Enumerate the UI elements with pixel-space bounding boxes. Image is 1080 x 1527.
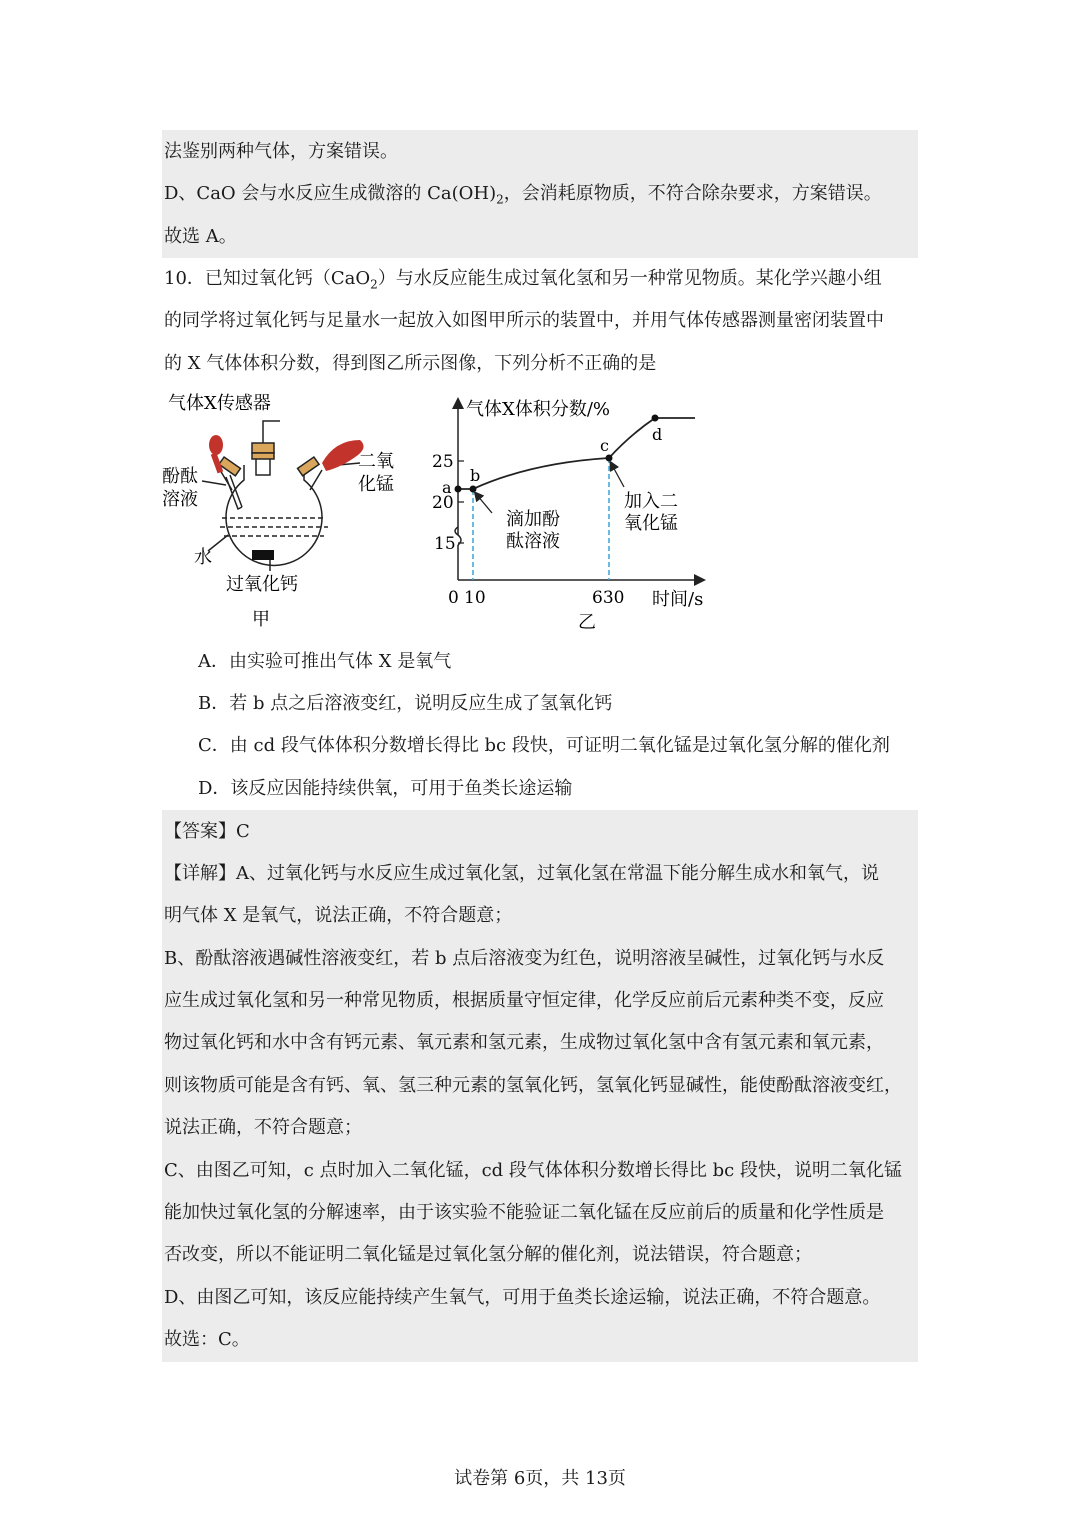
option-c: C．由 cd 段气体体积分数增长得比 bc 段快，可证明二氧化锰是过氧化氢分解的催化剂: [198, 735, 890, 756]
question-line-2: 的同学将过氧化钙与足量水一起放入如图甲所示的装置中，并用气体传感器测量密闭装置中: [164, 310, 884, 331]
point-c: [606, 455, 613, 462]
option-b: B．若 b 点之后溶液变红，说明反应生成了氢氧化钙: [198, 693, 613, 714]
annotation-b-2: 酞溶液: [506, 531, 560, 552]
figure-yi-caption: 乙: [578, 612, 596, 633]
explanation-line-2: 明气体 X 是氧气，说法正确，不符合题意；: [164, 905, 513, 926]
explanation-line-9: 能加快过氧化氢的分解速率，由于该实验不能验证二氧化锰在反应前后的质量和化学性质是: [164, 1202, 884, 1223]
explanation-line-8: C、由图乙可知，c 点时加入二氧化锰，cd 段气体体积分数增长得比 bc 段快，说明二氧化锰: [164, 1160, 902, 1181]
explanation-line-1: 【详解】A、过氧化钙与水反应生成过氧化氢，过氧化氢在常温下能分解生成水和氧气，说: [164, 863, 879, 884]
x-tick-630: 630: [592, 588, 625, 608]
explanation-line-6: 则该物质可能是含有钙、氧、氢三种元素的氢氧化钙，氢氧化钙显碱性，能使酚酞溶液变红，: [164, 1075, 902, 1096]
question-line-1: 10．已知过氧化钙（CaO$_2$）与水反应能生成过氧化氢和另一种常见物质。某化学兴趣小组: [164, 268, 882, 292]
explanation-line-10: 否改变，所以不能证明二氧化锰是过氧化氢分解的催化剂，说法错误，符合题意；: [164, 1244, 812, 1265]
point-b-label: b: [470, 466, 481, 485]
sensor-label: 气体X传感器: [168, 393, 271, 414]
point-d-label: d: [652, 425, 663, 444]
point-c-label: c: [600, 436, 609, 455]
water-label: 水: [194, 547, 212, 568]
y-tick-15: 15: [434, 534, 456, 554]
mno2-label-1: 二氧: [358, 451, 394, 472]
x-axis-label: 时间/s: [652, 589, 704, 610]
y-tick-20: 20: [432, 493, 454, 513]
prev-solution-line-1: 法鉴别两种气体，方案错误。: [164, 141, 398, 162]
phenol-label-1: 酚酞: [162, 466, 198, 487]
explanation-line-7: 说法正确，不符合题意；: [164, 1117, 362, 1138]
y-axis-label: 气体X体积分数/%: [466, 399, 610, 420]
apparatus-figure: [160, 385, 420, 635]
explanation-line-3: B、酚酞溶液遇碱性溶液变红，若 b 点后溶液变为红色，说明溶液呈碱性，过氧化钙与水反: [164, 948, 885, 969]
annotation-c-1: 加入二: [624, 491, 678, 512]
y-tick-25: 25: [432, 452, 454, 472]
option-a: A．由实验可推出气体 X 是氧气: [198, 651, 452, 672]
annotation-b-1: 滴加酚: [506, 509, 560, 530]
phenol-label-2: 溶液: [162, 489, 198, 510]
explanation-line-5: 物过氧化钙和水中含有钙元素、氧元素和氢元素，生成物过氧化氢中含有氢元素和氧元素，: [164, 1032, 884, 1053]
prev-solution-line-2: D、CaO 会与水反应生成微溶的 $Ca(OH)_2$，会消耗原物质，不符合除杂要求，方案错误。: [164, 183, 882, 207]
figure-jia-caption: 甲: [252, 609, 270, 630]
prev-solution-line-3: 故选 A。: [164, 226, 237, 247]
x-tick-10: 10: [464, 588, 486, 608]
question-line-3: 的 X 气体体积分数，得到图乙所示图像，下列分析不正确的是: [164, 353, 657, 374]
answer: 【答案】C: [164, 821, 250, 842]
point-a: [455, 486, 462, 493]
cao2-label: 过氧化钙: [226, 574, 298, 595]
point-d: [652, 415, 659, 422]
point-a-label: a: [442, 478, 452, 497]
explanation-line-11: D、由图乙可知，该反应能持续产生氧气，可用于鱼类长途运输，说法正确，不符合题意。: [164, 1287, 881, 1308]
point-b: [470, 486, 477, 493]
x-tick-0: 0: [448, 588, 459, 608]
explanation-line-4: 应生成过氧化氢和另一种常见物质，根据质量守恒定律，化学反应前后元素种类不变，反应: [164, 990, 884, 1011]
volume-fraction-chart: [420, 385, 720, 635]
mno2-label-2: 化锰: [358, 474, 394, 495]
annotation-c-2: 氧化锰: [624, 513, 678, 534]
page-footer: 试卷第 6页，共 13页: [454, 1468, 626, 1489]
option-d: D．该反应因能持续供氧，可用于鱼类长途运输: [198, 778, 573, 799]
explanation-line-12: 故选：C。: [164, 1329, 250, 1350]
